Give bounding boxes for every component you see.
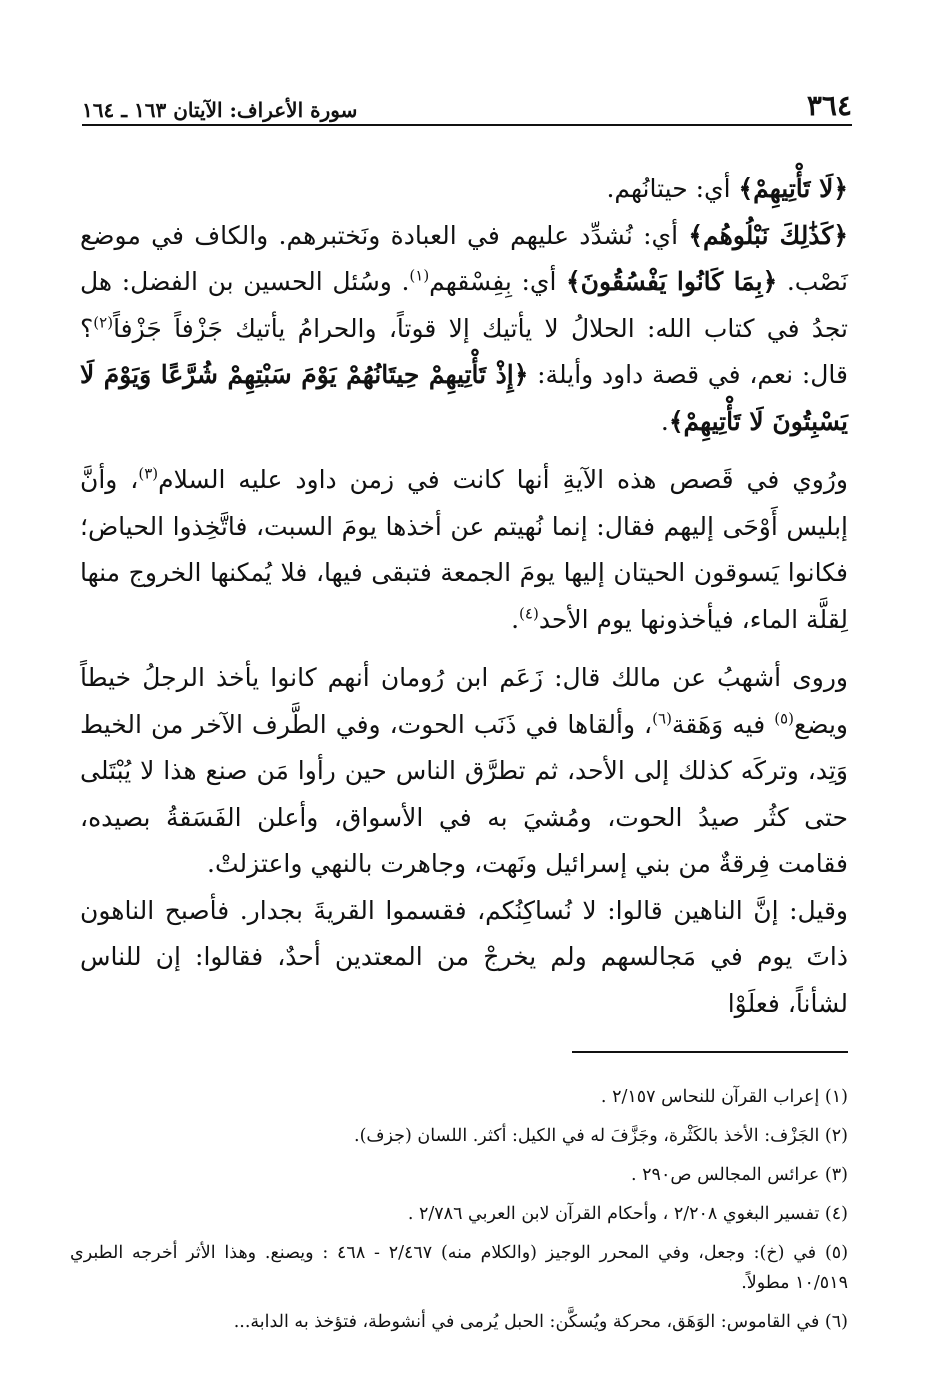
paragraph-2 [80,213,848,446]
footnote-ref: (٢) [93,313,114,332]
paragraph-text: ، وألقاها في ذَنَب الحوت، وفي الطَّرف الآخر من الخيط وَتِد، وتركَه كذلك إلى الأحد، ثم تطرَّق الناس حين رأوا مَن صنع هذا لا يُبْتَلى حتى كثُر صيدُ الحوت، ومُشيَ به في الأسواق، وأعلن الفَسَقةُ بصيده، فقامت فِرقةٌ من بني إسرائيل ونَهت، وجاهرت بالنهي واعتزلتْ. [80,709,848,878]
quran-verse: ﴿بِمَا كَانُوا يَفْسُقُونَ﴾ [566,267,778,296]
paragraph-text: . [511,604,520,634]
footnote-5: (٥) في (خ): وجعل، وفي المحرر الوجيز (والكلام منه) ٢/٤٦٧ - ٤٦٨ : ويصنع. وهذا الأثر أخرجه الطبري ١٠/٥١٩ مطولاً. [70,1243,849,1293]
paragraph-5 [80,888,848,1028]
paragraph-text: ، وأنَّ إبليس أَوْحَى إليهم فقال: إنما نُهيتم عن أخذها يومَ السبت، فاتَّخِذوا الحياض؛ فكانوا يَسوقون الحيتان إليها يومَ الجمعة فتبقى فيها، فلا يُمكنها الخروج منها لِقلَّة الماء، فيأخذونها يوم الأحد [80,465,848,634]
main-text [80,166,848,1027]
footnote-divider [572,1051,848,1053]
page-number: ٣٦٤ [806,89,852,122]
paragraph-text: ورُوي في قَصص هذه الآيةِ أنها كانت في زمن داود عليه السلام [158,465,848,494]
paragraph-4 [80,655,848,888]
footnotes [70,1078,848,1342]
paragraph-text: أي: حيتانُهم. [606,174,739,203]
quran-verse: ﴿لَا تَأْتِيهِمْ﴾ [738,174,848,203]
footnote-ref: (١) [409,266,430,285]
footnote-3: (٣) عرائس المجالس ص٢٩٠ . [631,1165,848,1185]
footnote-1: (١) إعراب القرآن للنحاس ٢/١٥٧ . [600,1087,848,1107]
paragraph-1 [80,166,848,213]
paragraph-text: أي: نُشدِّد عليهم في العبادة ونَختبرهم. والكاف في موضع نَصْب. [80,220,848,296]
paragraph-text: فيه وَهَقة [671,709,775,739]
running-header [82,86,852,126]
paragraph-text: . وسُئل الحسين بن الفضل: هل تجدُ في كتاب الله: الحلالُ لا يأتيك إلا قوتاً، والحرامُ يأتيك جَزْفاً جَزْفاً [80,267,848,343]
running-title: سورة الأعراف: الآيتان ١٦٣ ـ ١٦٤ [82,98,358,122]
paragraph-text: أي: بِفِسْقهم [429,267,567,296]
paragraph-text: وقيل: إنَّ الناهين قالوا: لا نُساكِنُكم، فقسموا القريةَ بجدار. فأصبح الناهون ذاتَ يوم في مَجالسهم ولم يخرجْ من المعتدين أحدٌ، فقالوا: إن للناس لشأناً، فعلَوْا [80,895,848,1018]
footnote-ref: (٥) [774,709,794,728]
quran-verse: ﴿إِذْ تَأْتِيهِمْ حِيتَانُهُمْ يَوْمَ سَبْتِهِمْ شُرَّعًا وَيَوْمَ لَا يَسْبِتُونَ لَا تَأْتِيهِمْ﴾ [80,360,848,436]
paragraph-text: . [660,406,669,436]
footnote-ref: (٤) [519,604,539,623]
quran-verse: ﴿كَذَٰلِكَ نَبْلُوهُم﴾ [688,220,848,250]
footnote-2: (٢) الجَزْف: الأخذ بالكَثْرة، وجَزَّفَ له في الكيل: أكثر. اللسان (جزف). [354,1126,848,1146]
footnote-ref: (٣) [138,464,159,483]
footnote-6: (٦) في القاموس: الوَهَق، محركة ويُسكَّن: الحبل يُرمى في أنشوطة، فتؤخذ به الدابة... [233,1312,848,1332]
paragraph-3 [80,457,848,643]
paragraph-text: ؟ قال: نعم، في قصة داود وأيلة: [80,313,848,389]
paragraph-text: وروى أشهبُ عن مالك قال: زَعَم ابن رُومان أنهم كانوا يأخذ الرجلُ خيطاً ويضع [80,663,848,739]
footnote-4: (٤) تفسير البغوي ٢/٢٠٨ ، وأحكام القرآن لابن العربي ٢/٧٨٦ . [407,1204,848,1224]
footnote-ref: (٦) [652,709,672,728]
